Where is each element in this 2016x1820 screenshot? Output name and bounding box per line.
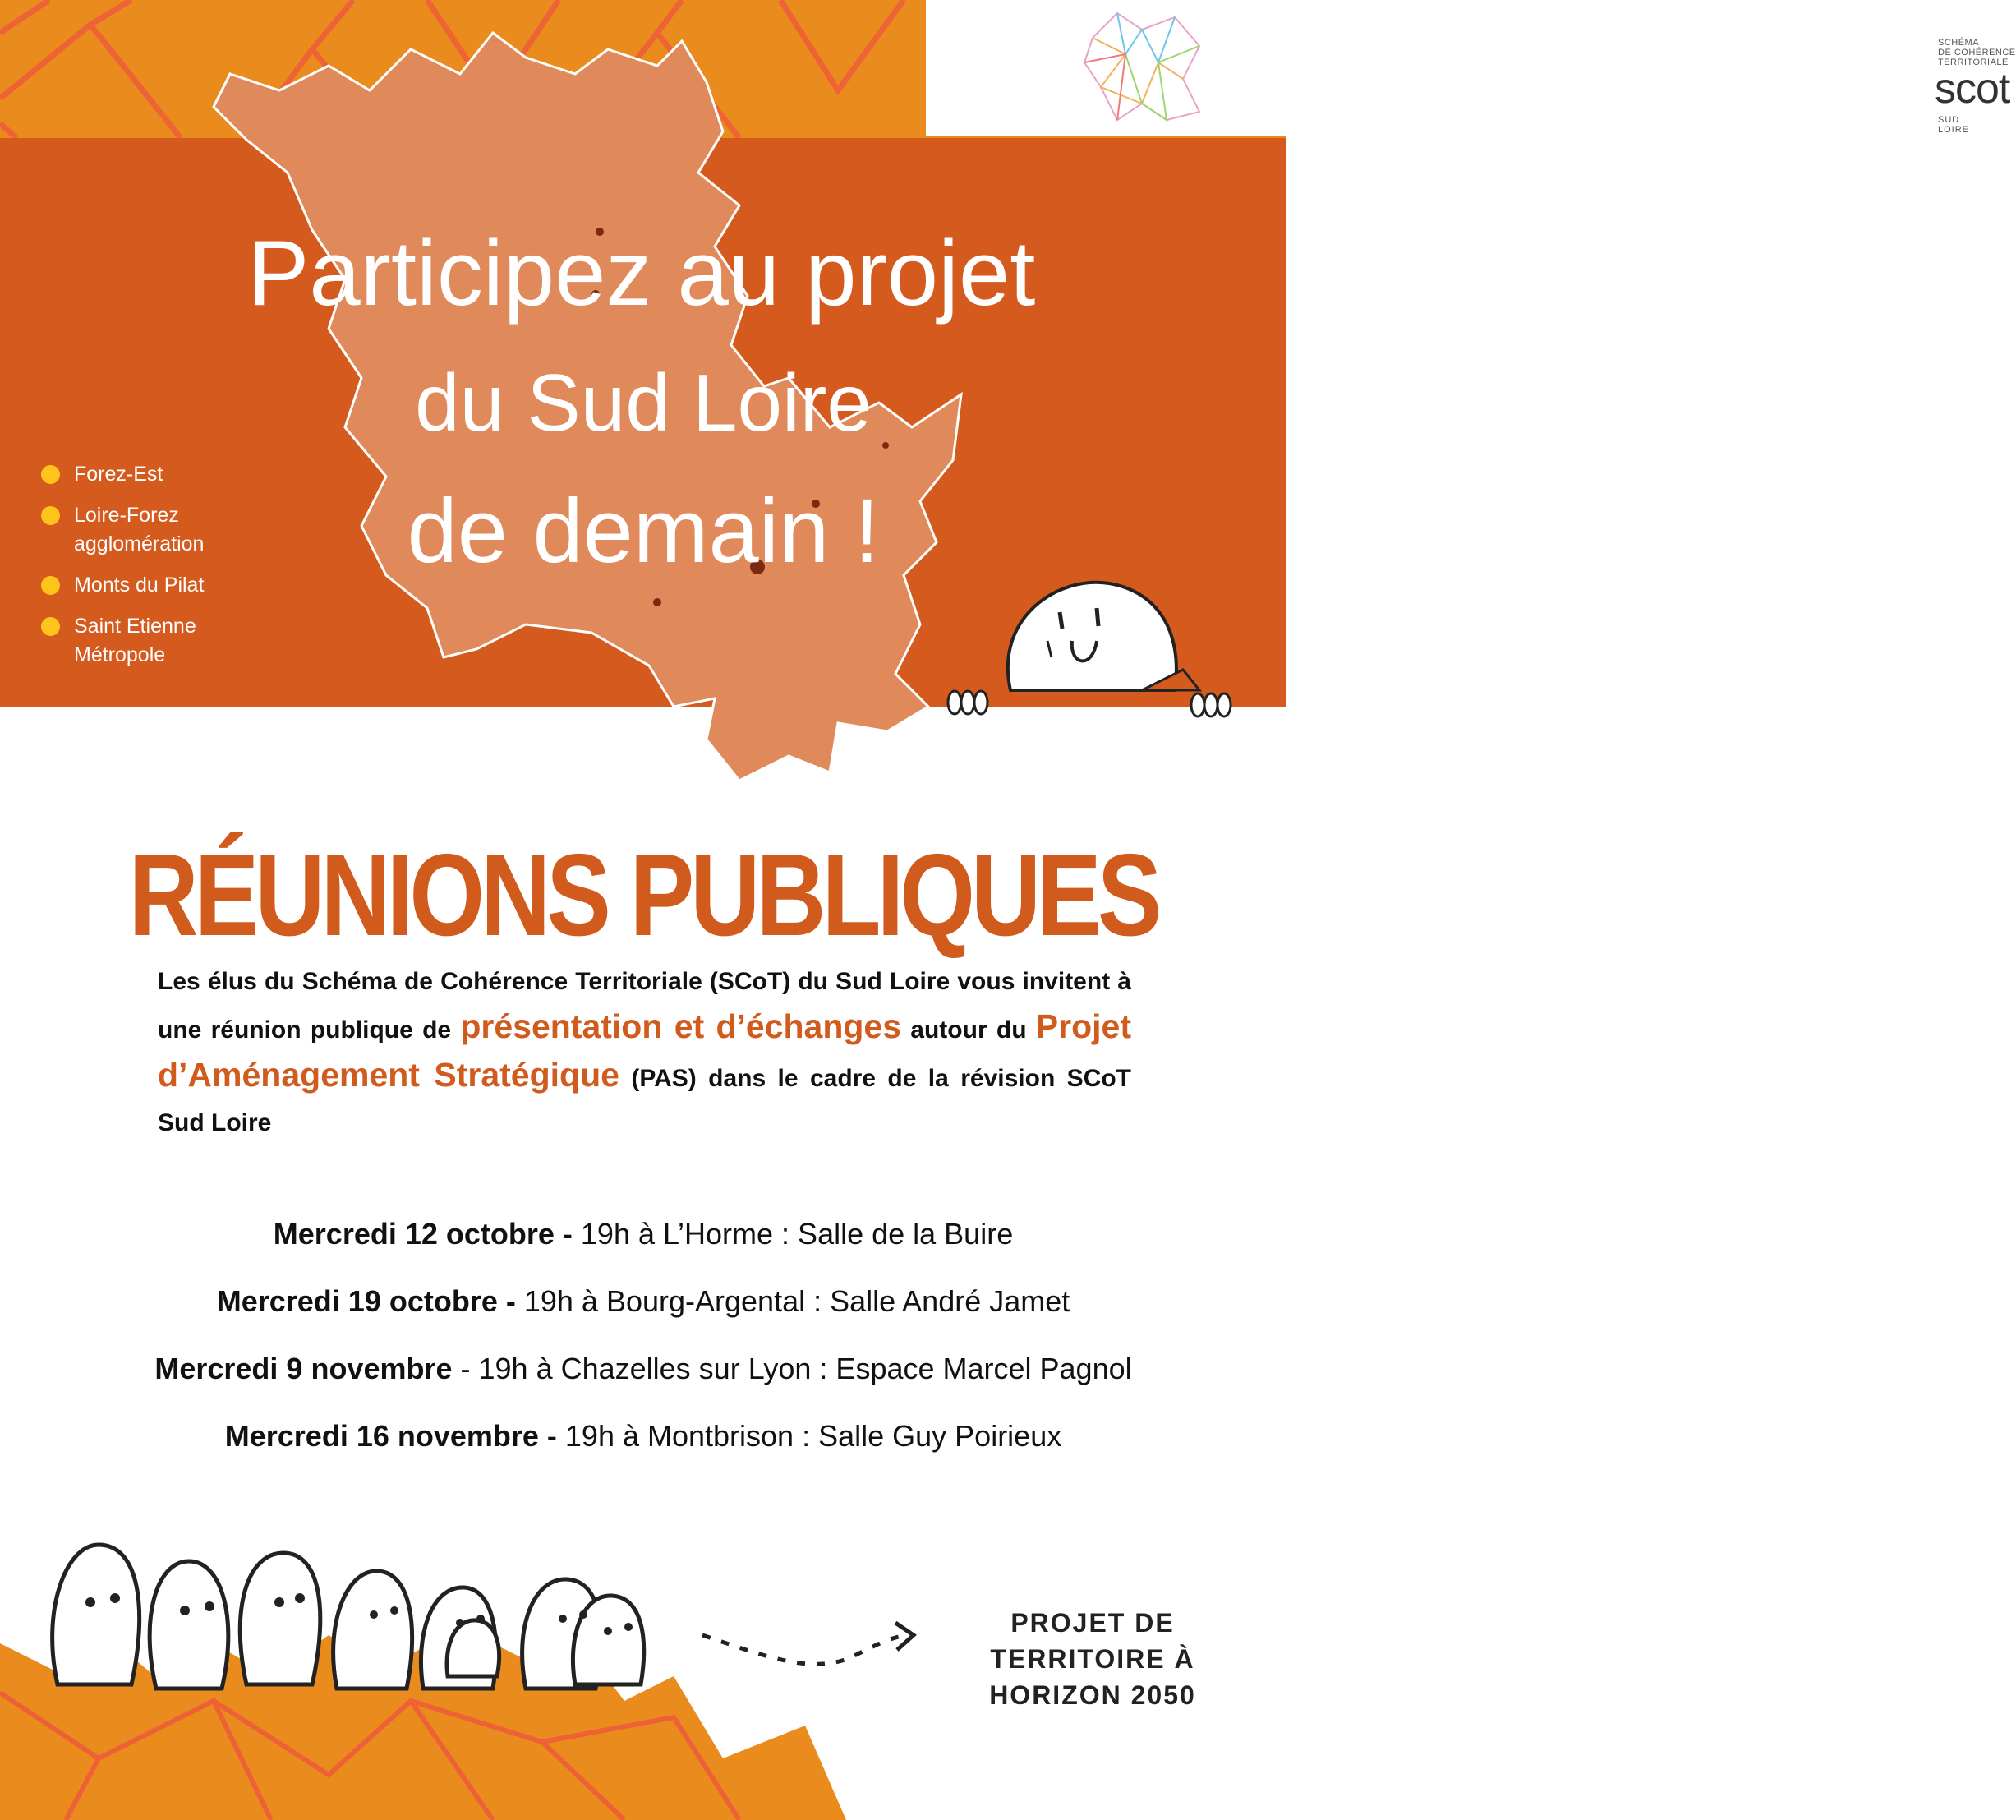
intro-text: Les élus du Schéma de Cohérence Territoriale (SCoT) du Sud Loire vous invitent à une réunion publique de xyxy=(158,968,1131,1044)
headline-line-2: du Sud Loire xyxy=(415,357,872,448)
mascot-peeking-illustration xyxy=(937,567,1249,731)
page-title: RÉUNIONS PUBLIQUES xyxy=(128,830,1158,961)
legend-item xyxy=(41,612,238,670)
bullet-icon xyxy=(41,465,60,484)
meeting-date: Mercredi 9 novembre xyxy=(154,1352,453,1385)
horizon-line: PROJET DE xyxy=(1010,1608,1175,1638)
bullet-icon xyxy=(41,617,60,636)
meeting-item xyxy=(0,1349,1286,1389)
intro-text: autour du xyxy=(901,1016,1036,1044)
intro-highlight: présentation et d’échanges xyxy=(460,1007,902,1045)
headline-line-1: Participez au projet xyxy=(247,222,1036,325)
logo-network-icon xyxy=(1076,5,1208,128)
legend-item xyxy=(41,571,238,600)
intro-text: (PAS) dans le cadre de la révision SCoT Sud Loire xyxy=(158,1065,1131,1136)
horizon-line: TERRITOIRE À xyxy=(990,1644,1195,1674)
meeting-details: 19h à L’Horme : Salle de la Buire xyxy=(572,1217,1014,1251)
meeting-date: Mercredi 19 octobre - xyxy=(216,1284,516,1318)
legend-label: Saint Etienne Métropole xyxy=(74,615,196,666)
legend-label: Loire-Forez agglomération xyxy=(74,504,205,555)
logo-caption-line: SCHÉMA xyxy=(1938,38,1980,48)
bullet-icon xyxy=(41,576,60,595)
logo-subtitle: SUD LOIRE xyxy=(1938,115,1970,135)
headline-line-3: de demain ! xyxy=(407,481,880,582)
legend-item xyxy=(41,460,238,489)
meeting-details: 19h à Montbrison : Salle Guy Poirieux xyxy=(556,1419,1062,1453)
meeting-date: Mercredi 12 octobre - xyxy=(273,1217,573,1251)
logo-caption-line: DE COHÉRENCE xyxy=(1938,48,2016,58)
meeting-date: Mercredi 16 novembre - xyxy=(224,1419,557,1453)
meeting-details: 19h à Bourg-Argental : Salle André Jamet xyxy=(515,1284,1070,1318)
logo-caption xyxy=(1938,38,2016,67)
territory-legend xyxy=(41,460,238,682)
horizon-line: HORIZON 2050 xyxy=(989,1680,1196,1710)
horizon-caption xyxy=(969,1605,1216,1713)
legend-label: Monts du Pilat xyxy=(74,574,205,597)
meeting-schedule xyxy=(0,1214,1286,1484)
logo-wordmark: scot xyxy=(1935,65,2010,113)
meeting-details: - 19h à Chazelles sur Lyon : Espace Marcel Pagnol xyxy=(452,1352,1132,1385)
legend-label: Forez-Est xyxy=(74,463,163,486)
meeting-item xyxy=(0,1417,1286,1456)
dashed-path xyxy=(702,1635,912,1664)
legend-item xyxy=(41,501,238,559)
logo-caption-line: TERRITORIALE xyxy=(1938,58,2009,67)
bullet-icon xyxy=(41,506,60,525)
intro-highlight: Projet d’Aménagement Stratégique xyxy=(158,1007,1131,1094)
meeting-item xyxy=(0,1214,1286,1254)
meeting-item xyxy=(0,1282,1286,1321)
intro-paragraph xyxy=(158,960,1131,1145)
